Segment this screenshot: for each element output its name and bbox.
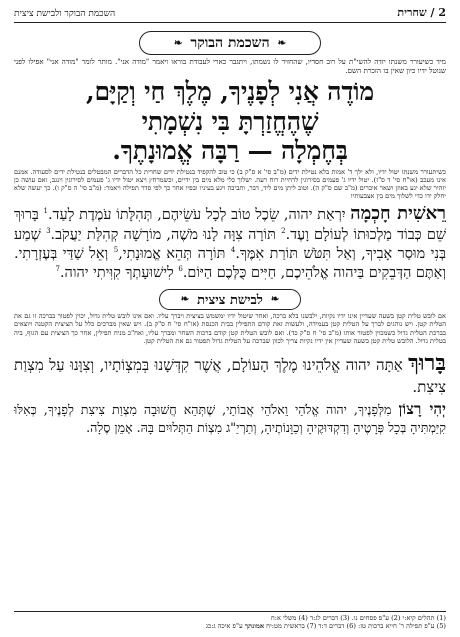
el-shadai-text: וְאֵל שַׁדַּי בְּעֶזְרָתִי. וְאַתֶּם הַדְּבֵקִים בַּיהוה אֱלֹהֵיכֶם, חַיִּים כֻּלְּכֶם הַיּוֹם. xyxy=(14,246,446,282)
footnote-marker: 2 xyxy=(281,227,286,236)
reishis-chochma-passage xyxy=(14,202,446,283)
modeh-ani-line-2: שֶׁהֶחֱזַרְתָּ בִּי נִשְׁמָתִי xyxy=(141,106,319,136)
section-title: לבישת ציצית xyxy=(197,292,263,308)
kavanah-label: אמונתך xyxy=(244,622,265,631)
running-head xyxy=(14,6,446,23)
modeh-ani-prayer xyxy=(14,77,446,166)
ornament-icon: ❧ xyxy=(277,37,287,49)
tzitzis-bracha xyxy=(14,349,446,398)
footnote-marker: 3 xyxy=(46,227,51,236)
netilas-yadayim-halacha: כשיתעורר משנתו יטול ידיו, ולא ילך ד' אמות בלא נטילת ידים (מ"ב סי' א ס"ק ב) כי טוב להקפיד בנטילת ידים שחרית כל הדברים המבטלים בנטילת ידים לסעודה. אמנם אינו מעכב (או"ח סי' ד ס"ז). יטול ידיו ג' פעמים בסירוגין לדחיית רוח רעה. ישלוך כלי מלא מים בין ידיים, וכשמרחץ ויצא יטול ידיו ג' פעמים לסירוגין וינגב, ואם עושה כן יזהיר שלא יגע באוזן ושאר איברים (מ"ב שם ס"ק ה). וטוב ליתן מים ליד, דבר, ותביבה ויגע בעיניו ובפיו אחר כך לפי סדר תפילה ויאמר: (מ"ב סי' ה ס"ק ו). כך יעשה שלא יחלק ידו כדי לשלוך מים בין אצבעותיו xyxy=(14,167,446,201)
torah-emunasi-text: תּוֹרָה תְּהֵא אֱמוּנָתִי, xyxy=(118,246,226,263)
footnote-marker: 5 xyxy=(113,246,119,255)
torah-tziva-text: תּוֹרָה צִוָּה לָנוּ מֹשֶׁה, מוֹרָשָׁה קְהִלַּת יַעֲקֹב. xyxy=(50,227,276,244)
lishuascha-text: לִישׁוּעָתְךָ קִוִּיתִי יהוה. xyxy=(59,265,174,282)
baruch-shem-text: בָּרוּךְ שֵׁם כְּבוֹד מַלְכוּתוֹ לְעוֹלָם וָעֶד. xyxy=(14,207,447,244)
reishis-chochma-text: יִרְאַת יהוה, שֵׂכֶל טוֹב לְכָל עֹשֵׂיהֶם, תְּהִלָּתוֹ עֹמֶדֶת לָעַד. xyxy=(47,207,346,224)
page-number: 2 / שחרית xyxy=(397,6,446,19)
reishis-chochma-lead: רֵאשִׁית חָכְמָה xyxy=(350,203,446,225)
yehi-ratzon-prayer xyxy=(14,400,446,436)
section-title: השכמת הבוקר xyxy=(190,34,270,51)
section-header-levishas-tzitzis xyxy=(159,289,301,310)
running-head-title: השכמת הבוקר ולבישת ציצית xyxy=(14,9,116,19)
shema-bni-text: שְׁמַע בְּנִי מוּסַר אָבִיךָ, וְאַל תִּטֹּשׁ תּוֹרַת אִמֶּךָ. xyxy=(14,227,447,263)
modeh-ani-instruction: מיד כשיעורר משנתו יזדה להשי"ת על רוב חסדיו, שהחזיר לו נשמתו, ויתגבר כארי לעבודת בוראו ויאמר "מודה אני". מותר לומר "מודה אני" אפילו לפני שנוטל ידיו כיון שאין בו הזכרת השם. xyxy=(14,57,446,75)
modeh-ani-line-3: בְּחֶמְלָה — רַבָּה אֱמוּנָתֶךָ. xyxy=(112,136,348,165)
footnote-marker: 4 xyxy=(230,246,236,255)
footnotes-line-2-text: (5) ע"פ תפילה ר' חייא ברכות טז: (6) דברים ד:ד (7) בראשית מט:יח xyxy=(266,622,446,631)
footnotes-line-2 xyxy=(14,622,446,631)
footnotes xyxy=(14,611,446,631)
modeh-ani-line-1: מוֹדֶה אֲנִי לְפָנֶיךָ, מֶלֶךְ חַי וְקַיָּם, xyxy=(85,77,375,106)
footnote-marker: 1 xyxy=(43,207,48,216)
yehi-ratzon-lead: יְהִי רָצוֹן xyxy=(398,400,446,418)
footnote-marker: 6 xyxy=(178,265,183,274)
yehi-ratzon-text: מִלְּפָנֶיךָ, יהוה אֱלֹהַי וֵאלֹהֵי אֲבוֹתַי, שֶׁתְּהֵא חֲשׁוּבָה מִצְוַת צִיצִת לְפָנֶיךָ, כְּאִלּוּ קִיַּמְתִּיהָ בְּכָל פְּרָטֶיהָ וְדִקְדּוּקֶיהָ וְכַוָּנוֹתֶיהָ, וְתַרְיַ"ג מִצְוֹת הַתְּלוּיִם בָּהּ. אָמֵן סֶלָה. xyxy=(14,402,446,435)
ornament-icon: ❧ xyxy=(270,294,280,306)
bracha-text: אַתָּה יהוה אֱלֹהֵינוּ מֶלֶךְ הָעוֹלָם, אֲשֶׁר קִדְּשָׁנוּ בְּמִצְוֹתָיו, וְצִוָּנוּ עַל מִצְוַת צִיצִת. xyxy=(14,356,446,397)
section-header-hashkamas-haboker xyxy=(139,31,321,55)
tzitzis-instruction: אם לובש טלית קטן בשעה שעדיין אינו ידיו נקיות, ילבשנו בלא ברכה, ואחר שיטול ידיו ימשמש בציצית ויברך עליו. ואם אינו לובש טלית גדול, יכוין לפטור בברכה זו גם את הטלית קטן. ויש נוהגים לברך על הטלית קטן בעמידה, ולעשות זאת קודם התפילין בבית הכנסת (או"ח סי' ח ס"ק ב). ויש שאין מברכים כלל על הציצית הקטנה ויוצאים בברכת הטלית גדול כשמכוין לפטור אותו (מ"ב סי' ח ס"ק כד). ואם לובש הטלית קטן קודם ברכות השחר ומברך עליו, ואח"כ מניח תפילין, אחר כך הציצית עם הגוף, ביה בטלית גדול. הלובש טלית קטן בשעה שעדיין אין ידיו נקיות צריך לכוון שברכה על הטלית גדול תפטור גם את הטלית קטן. xyxy=(14,312,446,345)
ornament-icon: ❧ xyxy=(180,294,190,306)
kavanah-note: ע"פ איכה ג:כג xyxy=(205,622,243,631)
footnotes-line-1: (1) תהלים קיא:י (2) ע"פ פסחים נו. (3) דברים לג:ד (4) משלי א:ח xyxy=(270,613,446,622)
ornament-icon: ❧ xyxy=(173,37,183,49)
bracha-lead-word: בָּרוּךְ xyxy=(408,350,446,377)
footnote-marker: 7 xyxy=(55,265,60,274)
